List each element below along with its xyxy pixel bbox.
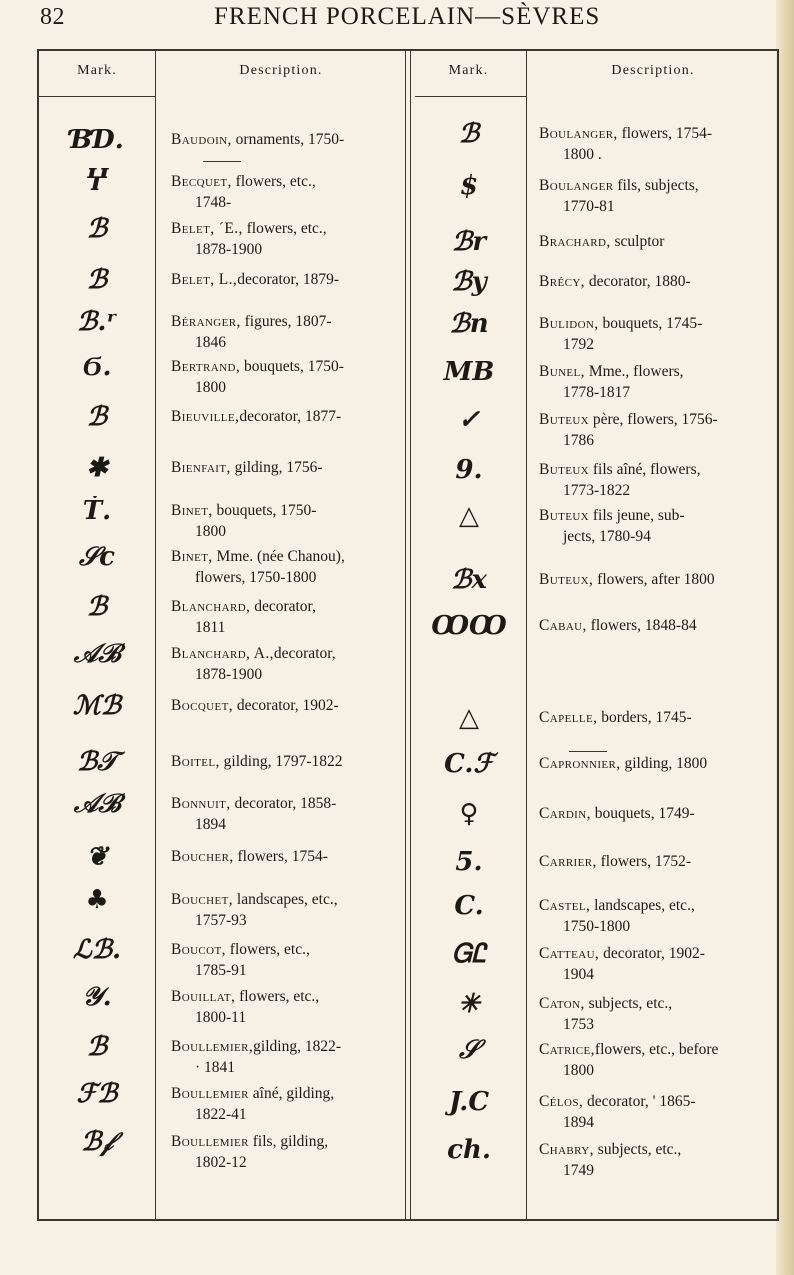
entry-name: Catrice, xyxy=(539,1041,595,1058)
entry-detail: flowers, 1752- xyxy=(596,853,692,870)
right-mark-7: 9. xyxy=(455,455,483,485)
left-mark-16: ♣ xyxy=(85,885,109,915)
entry-name: Boucot, xyxy=(171,941,226,958)
entry-detail: decorator, 1877- xyxy=(239,408,342,425)
entry-detail: landscapes, etc., xyxy=(590,897,695,914)
entry-detail: gilding, 1756- xyxy=(230,459,323,476)
entry-name: Bertrand, xyxy=(171,358,241,375)
left-mark-20: ℱℬ xyxy=(76,1079,118,1109)
right-mark-18: 𝒮 xyxy=(458,1035,480,1065)
right-description-2 xyxy=(539,231,775,252)
entry-name: Blanchard, A., xyxy=(171,645,274,662)
left-mark-5: Ϭ. xyxy=(82,352,112,382)
entry-name: Boulanger xyxy=(539,177,614,194)
entry-name: Catteau, xyxy=(539,945,600,962)
entry-detail: decorator, 1858- xyxy=(230,795,337,812)
entry-detail: gilding, 1800 xyxy=(620,755,708,772)
entry-detail: borders, 1745- xyxy=(597,709,692,726)
entry-detail: flowers, etc., xyxy=(235,988,320,1005)
entry-dates: 1773-1822 xyxy=(563,482,631,499)
entry-name: Bunel, xyxy=(539,363,585,380)
right-mark-9: ℬx xyxy=(451,565,487,595)
right-mark-17: ✳ xyxy=(458,989,480,1019)
left-description-2 xyxy=(171,218,407,260)
left-description-5 xyxy=(171,356,407,398)
left-mark-1: Ⴤ xyxy=(85,167,109,197)
entry-name: Cabau, xyxy=(539,617,587,634)
entry-detail: decorator, 1902- xyxy=(233,697,339,714)
left-mark-17: ℒℬ. xyxy=(72,935,122,965)
entry-name: Blanchard, xyxy=(171,598,251,615)
right-description-18 xyxy=(539,1039,775,1081)
right-mark-6: ✓ xyxy=(458,405,480,435)
left-description-16 xyxy=(171,889,407,931)
left-mark-14: 𝒜ℬ xyxy=(73,789,121,819)
page-number: 82 xyxy=(40,4,65,30)
right-description-3 xyxy=(539,271,775,292)
left-mark-19: ℬ xyxy=(86,1032,108,1062)
entry-detail: aîné, gilding, xyxy=(248,1085,335,1102)
left-mark-12: ℳℬ xyxy=(72,691,122,721)
entry-detail: bouquets, 1750- xyxy=(212,502,317,519)
entry-detail: flowers, etc., xyxy=(225,941,310,958)
left-description-7 xyxy=(171,457,407,478)
entry-detail: flowers, 1754- xyxy=(233,848,328,865)
entry-detail: decorator, xyxy=(250,598,316,615)
entry-name: Boucher, xyxy=(171,848,234,865)
entry-name: Chabry, xyxy=(539,1141,594,1158)
right-mark-12: C.ℱ xyxy=(444,749,494,779)
entry-name: Brécy, xyxy=(539,273,585,290)
entry-detail: decorator, xyxy=(273,645,336,662)
entry-detail: Mme. (née Chanou), xyxy=(212,548,345,565)
right-description-14 xyxy=(539,851,775,872)
entry-detail: flowers, 1754- xyxy=(617,125,712,142)
entry-detail: fils aîné, flowers, xyxy=(589,461,701,478)
entry-detail: père, flowers, 1756- xyxy=(589,411,718,428)
right-mark-5: MB xyxy=(443,357,495,387)
right-description-17 xyxy=(539,993,775,1035)
right-mark-10: ꝎꝎ xyxy=(431,611,507,641)
left-description-11 xyxy=(171,643,407,685)
left-mark-18: 𝒴. xyxy=(82,982,112,1012)
left-description-20 xyxy=(171,1083,407,1125)
page-header xyxy=(0,0,794,36)
right-mark-8: △ xyxy=(459,501,479,531)
entry-dates: 1802-12 xyxy=(195,1154,247,1171)
entry-detail: subjects, etc., xyxy=(593,1141,682,1158)
right-description-7 xyxy=(539,459,775,501)
entry-dates: 1748- xyxy=(195,194,232,211)
right-description-19 xyxy=(539,1091,775,1133)
entry-detail: decorator, 1880- xyxy=(584,273,691,290)
left-description-4 xyxy=(171,311,407,353)
entry-detail: flowers, after 1800 xyxy=(593,571,715,588)
entry-dates: 1757-93 xyxy=(195,912,247,929)
entry-dates: 1800 xyxy=(195,379,226,396)
left-description-6 xyxy=(171,406,407,427)
right-description-16 xyxy=(539,943,775,985)
left-mark-21: ℬ𝒻 xyxy=(80,1127,114,1157)
entry-dates: 1894 xyxy=(195,816,226,833)
entry-dates: · 1841 xyxy=(195,1059,236,1076)
entry-dates: 1894 xyxy=(563,1114,594,1131)
entry-dates: flowers, 1750-1800 xyxy=(195,569,317,586)
entry-name: Boullemier xyxy=(171,1133,249,1150)
right-mark-heading: Mark. xyxy=(448,63,489,78)
column-divider xyxy=(155,51,156,1219)
header-rule xyxy=(415,96,526,97)
entry-name: Castel, xyxy=(539,897,591,914)
entry-dates: 1749 xyxy=(563,1162,594,1179)
entry-name: Caton, xyxy=(539,995,585,1012)
entry-detail: decorator, ' 1865- xyxy=(583,1093,696,1110)
entry-name: Bienfait, xyxy=(171,459,231,476)
entry-name: Buteux xyxy=(539,461,590,478)
entry-detail: bouquets, 1745- xyxy=(598,315,703,332)
entry-name: Célos, xyxy=(539,1093,584,1110)
entry-detail: figures, 1807- xyxy=(240,313,332,330)
right-description-8 xyxy=(539,505,775,547)
separator-dash xyxy=(203,161,241,162)
entry-detail: flowers, etc., before xyxy=(594,1041,719,1058)
right-description-5 xyxy=(539,361,775,403)
entry-name: Cardin, xyxy=(539,805,591,822)
entry-detail: landscapes, etc., xyxy=(233,891,338,908)
entry-dates: 1753 xyxy=(563,1016,594,1033)
entry-dates: 1878-1900 xyxy=(195,666,263,683)
left-mark-heading: Mark. xyxy=(77,63,117,78)
left-description-19 xyxy=(171,1036,407,1078)
entry-name: Baudoin, xyxy=(171,131,232,148)
entry-name: Buteux xyxy=(539,507,590,524)
right-mark-20: cℎ. xyxy=(447,1135,491,1165)
left-description-10 xyxy=(171,596,407,638)
entry-dates: jects, 1780-94 xyxy=(563,528,651,545)
entry-name: Binet, xyxy=(171,548,213,565)
entry-name: Carrier, xyxy=(539,853,597,870)
entry-name: Belet, L., xyxy=(171,271,238,288)
left-mark-15: ❦ xyxy=(86,842,108,872)
entry-dates: 1811 xyxy=(195,619,226,636)
entry-dates: 1800 xyxy=(195,523,226,540)
right-mark-14: 5. xyxy=(455,847,483,877)
left-description-13 xyxy=(171,751,407,772)
entry-detail: subjects, etc., xyxy=(584,995,673,1012)
right-mark-4: ℬn xyxy=(449,309,489,339)
entry-detail: gilding, 1797-1822 xyxy=(219,753,343,770)
entry-name: Boullemier xyxy=(171,1085,249,1102)
header-rule xyxy=(39,96,155,97)
entry-name: Capronnier, xyxy=(539,755,621,772)
left-mark-0: ƁƊ. xyxy=(70,125,124,155)
right-mark-16: ᏀᏝ xyxy=(451,939,487,969)
left-mark-2: ℬ xyxy=(86,214,108,244)
left-mark-7: ✱ xyxy=(86,453,108,483)
entry-name: Bouillat, xyxy=(171,988,236,1005)
entry-detail: Mme., flowers, xyxy=(584,363,684,380)
entry-dates: 1785-91 xyxy=(195,962,247,979)
entry-name: Béranger, xyxy=(171,313,241,330)
entry-detail: flowers, etc., xyxy=(242,220,327,237)
left-mark-11: 𝒜ℬ xyxy=(73,639,121,669)
right-mark-3: ℬy xyxy=(451,267,487,297)
left-description-17 xyxy=(171,939,407,981)
right-mark-13: ♀ xyxy=(459,799,479,829)
left-mark-3: ℬ xyxy=(86,265,108,295)
entry-dates: 1750-1800 xyxy=(563,918,631,935)
entry-detail: decorator, 1879- xyxy=(237,271,339,288)
left-description-1 xyxy=(171,171,407,213)
entry-name: Capelle, xyxy=(539,709,598,726)
right-mark-11: △ xyxy=(459,703,479,733)
right-description-heading: Description. xyxy=(611,63,695,78)
entry-name: Boitel, xyxy=(171,753,220,770)
entry-name: Buteux, xyxy=(539,571,594,588)
left-description-15 xyxy=(171,846,407,867)
left-description-14 xyxy=(171,793,407,835)
right-description-9 xyxy=(539,569,775,590)
right-mark-19: J.C xyxy=(448,1087,490,1117)
entry-detail: ornaments, 1750- xyxy=(231,131,345,148)
right-description-4 xyxy=(539,313,775,355)
right-mark-2: ℬr xyxy=(451,227,487,257)
entry-detail: decorator, 1902- xyxy=(599,945,705,962)
right-description-0 xyxy=(539,123,775,165)
left-mark-10: ℬ xyxy=(86,592,108,622)
right-mark-15: C. xyxy=(454,891,484,921)
right-description-20 xyxy=(539,1139,775,1181)
entry-name: Belet, ´E., xyxy=(171,220,243,237)
left-description-3 xyxy=(171,269,407,290)
right-mark-0: ℬ xyxy=(458,119,480,149)
entry-name: Bonnuit, xyxy=(171,795,231,812)
entry-dates: 1786 xyxy=(563,432,594,449)
entry-name: Boulanger, xyxy=(539,125,618,142)
entry-dates: 1800-11 xyxy=(195,1009,247,1026)
entry-name: Brachard, xyxy=(539,233,611,250)
left-mark-8: Ṫ. xyxy=(82,496,112,526)
left-description-21 xyxy=(171,1131,407,1173)
entry-name: Binet, xyxy=(171,502,213,519)
entry-detail: gilding, 1822- xyxy=(253,1038,342,1055)
left-description-8 xyxy=(171,500,407,542)
right-description-15 xyxy=(539,895,775,937)
entry-dates: 1904 xyxy=(563,966,594,983)
entry-dates: 1800 xyxy=(563,1062,594,1079)
entry-dates: 1770-81 xyxy=(563,198,615,215)
left-description-12 xyxy=(171,695,407,716)
entry-dates: 1778-1817 xyxy=(563,384,631,401)
entry-detail: flowers, etc., xyxy=(231,173,316,190)
entry-name: Bulidon, xyxy=(539,315,599,332)
left-description-0 xyxy=(171,129,407,150)
entry-name: Becquet, xyxy=(171,173,232,190)
right-description-11 xyxy=(539,707,775,728)
entry-detail: fils, gilding, xyxy=(248,1133,329,1150)
entry-dates: 1800 . xyxy=(563,146,602,163)
right-description-10 xyxy=(539,615,775,636)
entry-detail: flowers, 1848-84 xyxy=(586,617,697,634)
entry-name: Boullemier, xyxy=(171,1038,254,1055)
entry-name: Bocquet, xyxy=(171,697,234,714)
entry-dates: 1878-1900 xyxy=(195,241,263,258)
right-description-12 xyxy=(539,753,775,774)
left-mark-4: ℬ.ʳ xyxy=(76,307,118,337)
entry-name: Bouchet, xyxy=(171,891,234,908)
right-description-6 xyxy=(539,409,775,451)
right-description-13 xyxy=(539,803,775,824)
entry-detail: sculptor xyxy=(610,233,665,250)
entry-name: Bieuville, xyxy=(171,408,240,425)
running-title: FRENCH PORCELAIN—SÈVRES xyxy=(214,3,601,30)
left-mark-13: ℬ𝒯 xyxy=(76,747,118,777)
left-description-heading: Description. xyxy=(239,63,323,78)
left-mark-9: 𝒮c xyxy=(79,542,115,572)
left-description-18 xyxy=(171,986,407,1028)
entry-dates: 1792 xyxy=(563,336,594,353)
entry-detail: fils, subjects, xyxy=(613,177,699,194)
right-description-1 xyxy=(539,175,775,217)
marks-table xyxy=(37,49,779,1221)
entry-detail: bouquets, 1749- xyxy=(590,805,695,822)
left-description-9 xyxy=(171,546,407,588)
entry-dates: 1822-41 xyxy=(195,1106,247,1123)
right-mark-1: $ xyxy=(459,171,479,201)
entry-detail: bouquets, 1750- xyxy=(240,358,344,375)
entry-name: Buteux xyxy=(539,411,590,428)
entry-dates: 1846 xyxy=(195,334,226,351)
entry-detail: fils jeune, sub- xyxy=(589,507,685,524)
left-mark-6: ℬ xyxy=(86,402,108,432)
separator-dash xyxy=(569,751,607,752)
